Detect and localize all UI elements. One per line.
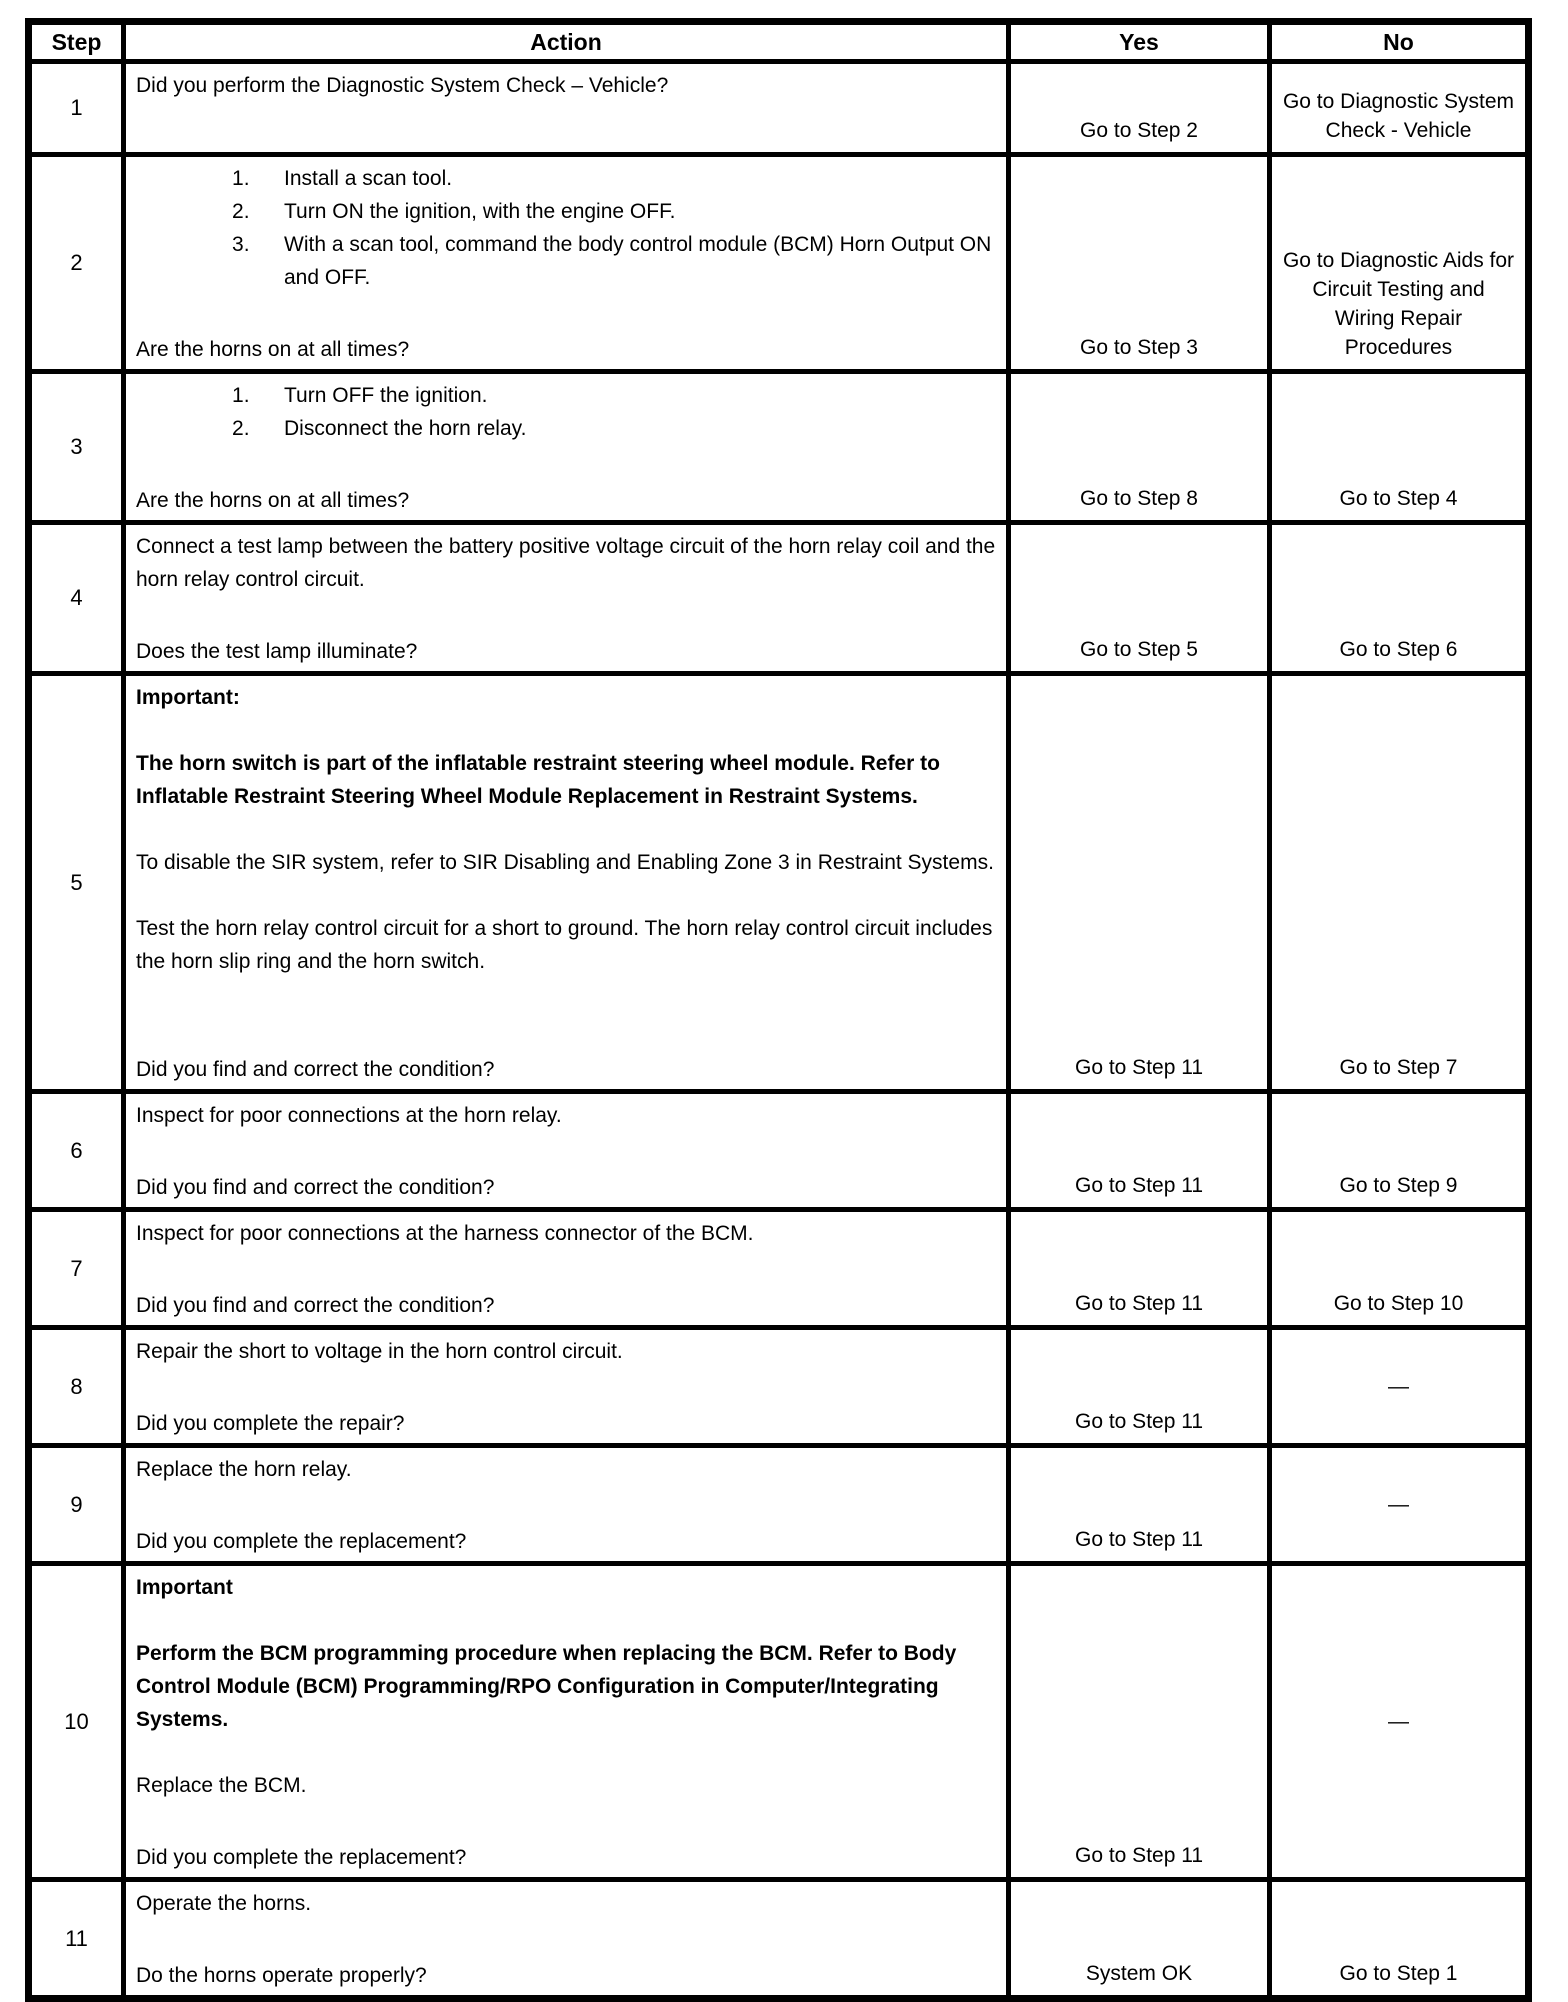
table-row	[29, 674, 1529, 1092]
action-text: Test the horn relay control circuit for a short to ground. The horn relay control circuit includes the horn slip ring and the horn switch.	[136, 917, 993, 973]
table-row	[29, 62, 1529, 155]
action-question: Did you find and correct the condition?	[136, 1176, 495, 1199]
table-row	[29, 1328, 1529, 1446]
action-text: The horn switch is part of the inflatable restraint steering wheel module. Refer to Inflatable Restraint Steering Wheel Module Replacement in Restraint Systems.	[136, 752, 940, 808]
action-cell	[124, 1210, 1009, 1328]
no-cell: Go to Step 4	[1270, 372, 1529, 523]
action-question: Do the horns operate properly?	[136, 1964, 427, 1987]
list-item: Turn OFF the ignition.	[284, 384, 488, 407]
header-step: Step	[29, 22, 124, 62]
no-cell: Go to Step 7	[1270, 674, 1529, 1092]
action-question: Are the horns on at all times?	[136, 489, 410, 512]
diagnostic-table	[25, 18, 1532, 2002]
yes-cell: Go to Step 11	[1009, 1210, 1270, 1328]
table-row	[29, 372, 1529, 523]
table-row	[29, 1092, 1529, 1210]
table-row	[29, 155, 1529, 372]
table-row	[29, 1564, 1529, 1880]
header-yes: Yes	[1009, 22, 1270, 62]
action-cell	[124, 674, 1009, 1092]
action-cell	[124, 1092, 1009, 1210]
action-list	[136, 162, 996, 294]
action-cell	[124, 1328, 1009, 1446]
list-item: Turn ON the ignition, with the engine OFF.	[284, 200, 676, 223]
action-question: Did you complete the replacement?	[136, 1846, 467, 1869]
action-question: Are the horns on at all times?	[136, 338, 410, 361]
no-cell: Go to Diagnostic System Check - Vehicle	[1270, 62, 1529, 155]
action-cell	[124, 1880, 1009, 1999]
action-cell	[124, 155, 1009, 372]
header-no: No	[1270, 22, 1529, 62]
step-number: 1	[29, 62, 124, 155]
action-text: Replace the BCM.	[136, 1774, 307, 1797]
yes-cell: Go to Step 2	[1009, 62, 1270, 155]
no-cell: —	[1270, 1328, 1529, 1446]
step-number: 2	[29, 155, 124, 372]
no-cell: Go to Diagnostic Aids for Circuit Testing and Wiring Repair Procedures	[1270, 155, 1529, 372]
action-cell	[124, 1446, 1009, 1564]
step-number: 3	[29, 372, 124, 523]
action-question: Did you complete the replacement?	[136, 1530, 467, 1553]
action-important-label: Important:	[136, 686, 240, 709]
no-cell: —	[1270, 1564, 1529, 1880]
action-text: Connect a test lamp between the battery positive voltage circuit of the horn relay coil and the horn relay control circuit.	[136, 535, 996, 591]
action-cell	[124, 372, 1009, 523]
yes-cell: Go to Step 11	[1009, 1092, 1270, 1210]
yes-cell: Go to Step 11	[1009, 674, 1270, 1092]
yes-cell: Go to Step 11	[1009, 1564, 1270, 1880]
table-row	[29, 1446, 1529, 1564]
action-list	[136, 379, 996, 445]
action-cell	[124, 62, 1009, 155]
header-row	[29, 22, 1529, 62]
step-number: 8	[29, 1328, 124, 1446]
yes-cell: Go to Step 8	[1009, 372, 1270, 523]
yes-cell: Go to Step 11	[1009, 1328, 1270, 1446]
step-number: 4	[29, 523, 124, 674]
action-question: Did you find and correct the condition?	[136, 1058, 495, 1081]
action-text: Replace the horn relay.	[136, 1458, 352, 1481]
no-cell: —	[1270, 1446, 1529, 1564]
table-row	[29, 523, 1529, 674]
list-item: Disconnect the horn relay.	[284, 417, 527, 440]
action-text: Inspect for poor connections at the harness connector of the BCM.	[136, 1222, 754, 1245]
step-number: 10	[29, 1564, 124, 1880]
action-text: Inspect for poor connections at the horn relay.	[136, 1104, 562, 1127]
action-question: Did you complete the repair?	[136, 1412, 405, 1435]
step-number: 5	[29, 674, 124, 1092]
action-question: Does the test lamp illuminate?	[136, 640, 418, 663]
action-cell	[124, 523, 1009, 674]
step-number: 6	[29, 1092, 124, 1210]
table-row	[29, 1210, 1529, 1328]
action-text: Repair the short to voltage in the horn control circuit.	[136, 1340, 623, 1363]
yes-cell: Go to Step 3	[1009, 155, 1270, 372]
step-number: 9	[29, 1446, 124, 1564]
no-cell: Go to Step 10	[1270, 1210, 1529, 1328]
action-question: Did you find and correct the condition?	[136, 1294, 495, 1317]
step-number: 7	[29, 1210, 124, 1328]
yes-cell: Go to Step 5	[1009, 523, 1270, 674]
action-text: Perform the BCM programming procedure when replacing the BCM. Refer to Body Control Module (BCM) Programming/RPO Configuration in Computer/Integrating Systems.	[136, 1642, 957, 1731]
yes-cell: Go to Step 11	[1009, 1446, 1270, 1564]
action-cell	[124, 1564, 1009, 1880]
action-text: To disable the SIR system, refer to SIR Disabling and Enabling Zone 3 in Restraint Systems.	[136, 851, 994, 874]
list-item: With a scan tool, command the body control module (BCM) Horn Output ON and OFF.	[284, 233, 992, 289]
table-row	[29, 1880, 1529, 1999]
action-important-label: Important	[136, 1576, 233, 1599]
action-question: Did you perform the Diagnostic System Check – Vehicle?	[136, 74, 669, 97]
no-cell: Go to Step 9	[1270, 1092, 1529, 1210]
no-cell: Go to Step 6	[1270, 523, 1529, 674]
list-item: Install a scan tool.	[284, 167, 453, 190]
yes-cell: System OK	[1009, 1880, 1270, 1999]
header-action: Action	[124, 22, 1009, 62]
step-number: 11	[29, 1880, 124, 1999]
action-text: Operate the horns.	[136, 1892, 312, 1915]
no-cell: Go to Step 1	[1270, 1880, 1529, 1999]
